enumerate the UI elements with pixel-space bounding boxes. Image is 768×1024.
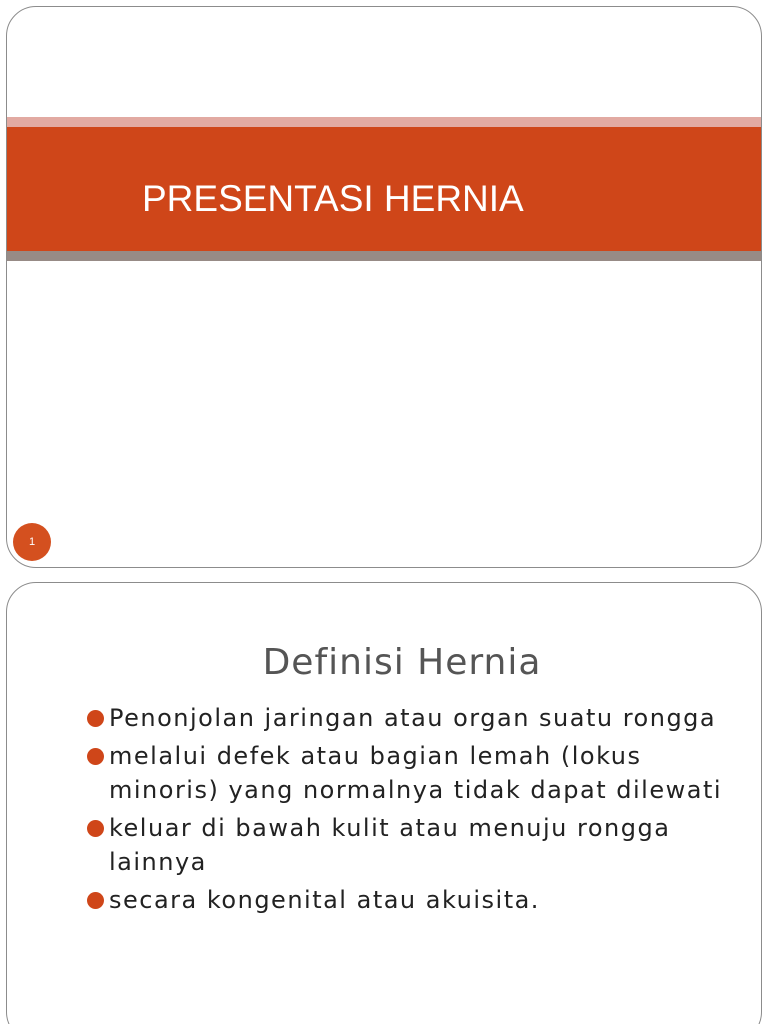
page-number-badge: 1 (13, 523, 51, 561)
bullet-dot-icon (87, 820, 104, 837)
title-top-stripe (7, 117, 761, 127)
title-bottom-stripe (7, 251, 761, 261)
bullet-text: melalui defek atau bagian lemah (lokus minoris) yang normalnya tidak dapat dilewati (109, 742, 723, 804)
slide-heading: Definisi Hernia (262, 642, 542, 683)
title-band (7, 127, 761, 251)
bullet-text: secara kongenital atau akuisita. (109, 886, 540, 914)
bullet-item (87, 883, 727, 917)
bullet-item (87, 811, 727, 879)
bullet-dot-icon (87, 892, 104, 909)
bullet-dot-icon (87, 710, 104, 727)
bullet-list (87, 701, 727, 921)
bullet-dot-icon (87, 748, 104, 765)
slide-title: PRESENTASI HERNIA (142, 178, 524, 219)
bullet-text: Penonjolan jaringan atau organ suatu rongga (109, 704, 717, 732)
slide-2 (6, 582, 762, 1024)
bullet-text: keluar di bawah kulit atau menuju rongga lainnya (109, 814, 671, 876)
slide-1 (6, 6, 762, 568)
bullet-item (87, 739, 727, 807)
bullet-item (87, 701, 727, 735)
